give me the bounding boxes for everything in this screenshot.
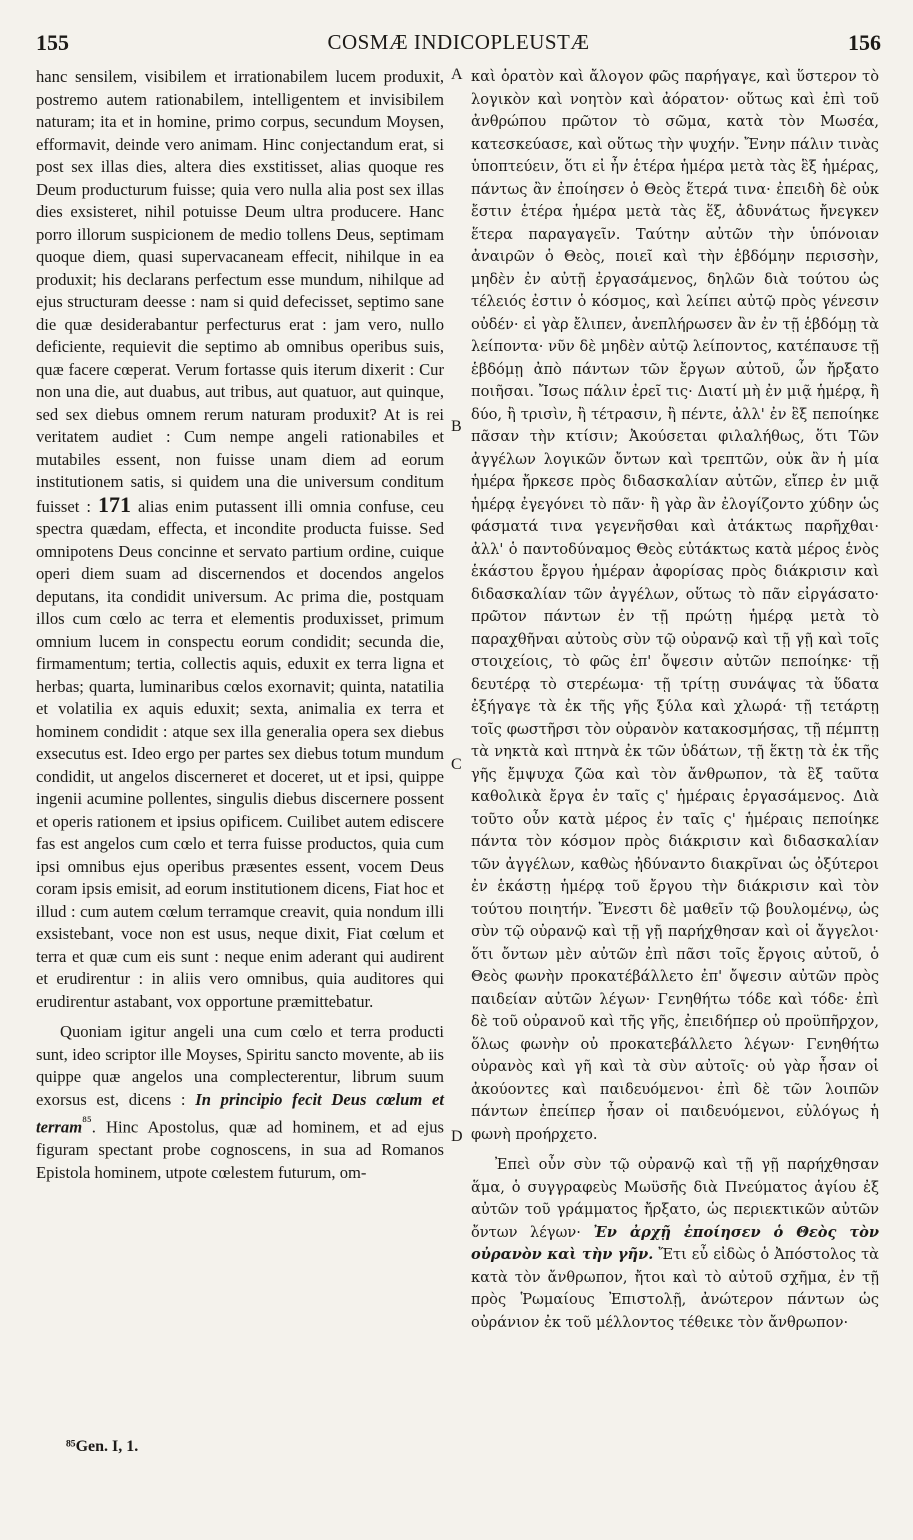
page-number-right: 156 [848,30,881,55]
margin-marker-b: B [451,418,462,435]
latin-paragraph-2 [36,1021,444,1184]
greek-scripture-quote: Ἐν ἀρχῇ ἐποίησεν ὁ Θεὸς τὸν οὐρανὸν καὶ τὴν γῆν. [471,1223,880,1263]
footnote-ref: ⁸⁵ [82,1114,92,1129]
latin-text: alias enim putassent illi omnia confuse, ceu spectra quædam, effecta, et incondite producta fuisse. Sed omnipotens Deus concinne et servato partium ordine, cuique operi diem suam ad discernendos et docendos angelos deputans, ita condidit universum. Ac prima die, postquam illos cum cœlo ac terra et elementis produxisset, primum omnium lucem in conspectu eorum condidit; secunda die, firmamentum; tertia, collectis aquis, eduxit ex terra ligna et herbas; quarta, luminaribus cœlos exornavit; quinta, natatilia et volatilia ex aquis eduxit; sexta, animalia ex terra et hominem condidit : atque sex illa generalia opera sex diebus exsecutus est. Ideo ergo per partes sex diebus totum mundum condidit, ut angelos discerneret et doceret, ut et ipsi, quippe ingenii acumine pollentes, singulis diebus discernere possent et operis rationem et ipsius opificem. Cuilibet autem ediscere fas est angelos cum cœlo et terra fuisse productos, quia cum ipsi omnibus ejus operibus præsentes essent, vocem Deus coram ipsis emisit, ad eorum institutionem dicens, Fiat hoc et illud : cum autem cœlum terramque creavit, quia nondum illi exsistebant, voce non est usus, neque dixit, Fiat cœlum et terra et quæ cum eis sunt : neque enim aderant qui audirent et erudirentur : in aliis vero omnibus, quia auditores qui erudirentur astabant, vox opportune præmittebatur. [36,496,444,1011]
margin-marker-d: D [451,1128,463,1145]
greek-text: Ἔτι εὖ εἰδὼς ὁ Ἀπόστολος τὰ κατὰ τὸν ἄνθρωπον, ἤτοι καὶ τὸ αὐτοῦ σχῆμα, ἐν τῇ πρὸς Ῥωμαίους Ἐπιστολῇ, ἀνώτερον πάντων ὡς οὐράνιον ἐκ τοῦ μέλλοντος τέθεικε τὸν ἄνθρωπον· [471,1246,879,1331]
greek-paragraph-2 [471,1154,879,1334]
page-number-left: 155 [36,30,69,55]
latin-text: . Hinc Apostolus, quæ ad hominem, et ad ejus figuram spectant probe cognoscens, in sua ad Romanos Epistola hominem, utpote cœlestem futurum, om- [36,1117,444,1182]
scripture-quote: In principio fecit Deus cœlum et terram [36,1089,444,1137]
margin-marker-c: C [451,756,462,773]
running-title: COSMÆ INDICOPLEUSTÆ [327,30,590,54]
greek-paragraph-1: καὶ ὁρατὸν καὶ ἄλογον φῶς παρήγαγε, καὶ ὕστερον τὸ λογικὸν καὶ νοητὸν καὶ ἀόρατον· οὕτως καὶ ἐπὶ τοῦ ἀνθρώπου πρῶτον τὸ σῶμα, κατὰ τὸν Μωσέα, κατεσκεύασε, καὶ οὕτως τὴν ψυχήν. Ἔνην πάλιν τινὰς ὑποπτεύειν, ὅτι εἰ ἦν ἑτέρα ἡμέρα μετὰ τὰς ἓξ ἡμέρας, πάντως ἂν ἐποίησεν ὁ Θεὸς ἕτερά τινα· ἐπειδὴ δὲ οὐκ ἔστιν ἑτέρα ἡμέρα μετὰ τὰς ἕξ, ἀδυνάτως ἤνεγκεν ἕτερα παραγαγεῖν. Ταύτην αὐτῶν τὴν ὑπόνοιαν ἀναιρῶν ὁ Θεὸς, ποιεῖ καὶ τὴν ἑβδόμην περισσὴν, μηδὲν ἐν αὐτῇ ἐργασάμενος, δηλῶν διὰ τούτου ὡς τέλειός ἐστιν ὁ κόσμος, καὶ λείπει αὐτῷ πρὸς γένεσιν οὐδέν· εἰ γὰρ ἔλιπεν, ἀνεπλήρωσεν ἂν ἐν τῇ ἑβδόμῃ τὰ λείποντα· νῦν δὲ μηδὲν αὐτῷ λείποντος, κατέπαυσε τῇ ἑβδόμῃ ἀπὸ πάντων τῶν ἔργων αὐτοῦ, ὧν ἤρξατο ποιῆσαι. Ἴσως πάλιν ἐρεῖ τις· Διατί μὴ ἐν μιᾷ ἡμέρᾳ, ἢ δύο, ἢ τρισὶν, ἢ τέτρασιν, ἢ πέντε, ἀλλ' ἐν ἓξ πεποίηκε πᾶσαν τὴν κτίσιν; Ἀκούσεται φιλαλήθως, ὅτι Τῶν ἀγγέλων λογικῶν ὄντων καὶ τρεπτῶν, οὐκ ἂν ἡ μία ἡμέρα ἤρκεσε πρὸς διδασκαλίαν αὐτῶν, εἴπερ ἐν μιᾷ ἡμέρᾳ ἐγεγόνει τὸ πᾶν· ἢ γὰρ ἂν ἐλογίζοντο χύδην ὡς φάσματά τινα γεγενῆσθαι καὶ ἀτάκτως παρῆχθαι· ἀλλ' ὁ παντοδύναμος Θεὸς εὐτάκτως κατὰ μέρος ἑνὸς ἑκάστου ἔργου ἡμέραν ἀφορίσας πρὸς διάκρισιν καὶ διδασκαλίαν τῶν ἀγγέλων, οὕτως τὸ πᾶν εἰργάσατο· πρῶτον πάντων ἐν τῇ πρώτῃ ἡμέρᾳ μετὰ τὸ παραχθῆναι αὐτοὺς σὺν τῷ οὐρανῷ καὶ τῇ γῇ καὶ τοῖς στοιχείοις, τὸ φῶς ἐπ' ὄψεσιν αὐτῶν πεποίηκε· τῇ δευτέρᾳ τὸ στερέωμα· τῇ τρίτῃ συνάψας τὰ ὕδατα ἐξήγαγε τὰ ἐκ τῆς γῆς ξύλα καὶ χλωρά· τῇ τετάρτῃ τοῖς φωστῆρσι τὸν οὐρανὸν κατακοσμήσας, τῇ πέμπτῃ τὰ νηκτὰ καὶ πτηνὰ ἐκ τῶν ὑδάτων, τῇ ἕκτῃ τὰ ἐκ τῆς γῆς ἔμψυχα ζῶα καὶ τὸν ἄνθρωπον, τὰ ἓξ ταῦτα καθολικὰ ἔργα ἐν ταῖς ς' ἡμέραις ἐργασάμενος. Διὰ τοῦτο οὖν κατὰ μέρος ἐν ταῖς ς' ἡμέραις πεποίηκε πάντα τὸν κόσμον πρὸς διάκρισιν καὶ διδασκαλίαν τῶν ἀγγέλων, καθὼς ἠδύναντο διακρῖναι ὡς ὀξύτεροι ἐν ἑκάστῃ ἡμέρᾳ τοῦ ἔργου τὴν διάκρισιν καὶ τὸν τούτου ποιητήν. Ἔνεστι δὲ μαθεῖν τῷ βουλομένῳ, ὡς σὺν τῷ οὐρανῷ καὶ τῇ γῇ παρήχθησαν καὶ οἱ ἄγγελοι· ὅτι ὄντων μὲν αὐτῶν ἐπὶ πᾶσι τοῖς ἔργοις αὐτοῦ, ὁ Θεὸς φωνὴν προκατέβάλλετο ἐπ' ὄψεσιν αὐτῶν πρὸς παιδείαν αὐτῶν λέγων· Γενηθήτω τόδε καὶ τόδε· ἐπὶ δὲ τοῦ οὐρανοῦ καὶ τῆς γῆς, ἐπειδήπερ οὐ προϋπῆρχον, ὅλως φωνὴν οὐ προκατεβάλλετο λέγων· Γενηθήτω οὐρανὸς καὶ γῆ καὶ τὰ σὺν αὐτοῖς· οὐ γὰρ ἦσαν οἱ ἀκούοντες καὶ παιδευόμενοι· ἐπὶ δὲ τῶν λοιπῶν πάντων ἐπείπερ ἦσαν οἱ παιδευόμενοι, εὐλόγως ἡ φωνὴ προήρχετο. [471,68,879,1143]
latin-text: hanc sensilem, visibilem et irrationabilem lucem produxit, postremo autem rationabilem, intelligentem et invisibilem naturam; ita et in homine, primo corpus, secundum Moysen, efformavit, deinde vero animam. Hinc conjectandum erat, si post sex illas dies, altera dies exstitisset, alias quoque res Deum producturum fuisse; quia vero nulla alia post sex illas dies exsisteret, nihil potuisse Deum ultra producere. Hanc porro illorum suspicionem de medio tollens Deus, septimam quoque diem, quasi supervacaneam effecit, nihilque in ea produxit; his declarans perfectum esse mundum, nihilque ad ejus structuram deesse : nam si quid defecisset, septimo sane die quæ desiderabantur perfecturus erat : jam vero, nullo deficiente, requievit die septimo ab omnibus operibus suis, quæ facere cœperat. Verum fortasse quis iterum dixerit : Cur non una die, aut duabus, aut tribus, aut quatuor, aut quinque, sed sex diebus omnem rerum naturam produxit? At is rei veritatem audiet : Cum nempe angeli rationabiles et mutabiles essent, non fuisse unam diem ad eorum institutionem satis, si quidem una die universum conditum fuisset : [36,67,444,516]
greek-column [471,66,879,1334]
greek-text: Ἐπεὶ οὖν σὺν τῷ οὐρανῷ καὶ τῇ γῇ παρήχθησαν ἅμα, ὁ συγγραφεὺς Μωϋσῆς διὰ Πνεύματος ἁγίου ἐξ αὐτῶν τοῦ γράμματος ἤρξατο, ὡς περιεκτικῶν αὐτῶν ὄντων λέγων· [471,1156,879,1241]
latin-column [36,66,444,1184]
footnote: ⁸⁵Gen. I, 1. [66,1438,139,1455]
latin-text: Quoniam igitur angeli una cum cœlo et terra producti sunt, ideo scriptor ille Moyses, Spiritu sancto movente, ab iis quippe quæ angelos una complecterentur, librum suum exorsus est, dicens : [36,1022,444,1109]
margin-marker-a: A [451,66,463,83]
latin-paragraph-1 [36,66,444,1013]
page-marker: 171 [97,491,131,517]
running-header [36,30,881,60]
